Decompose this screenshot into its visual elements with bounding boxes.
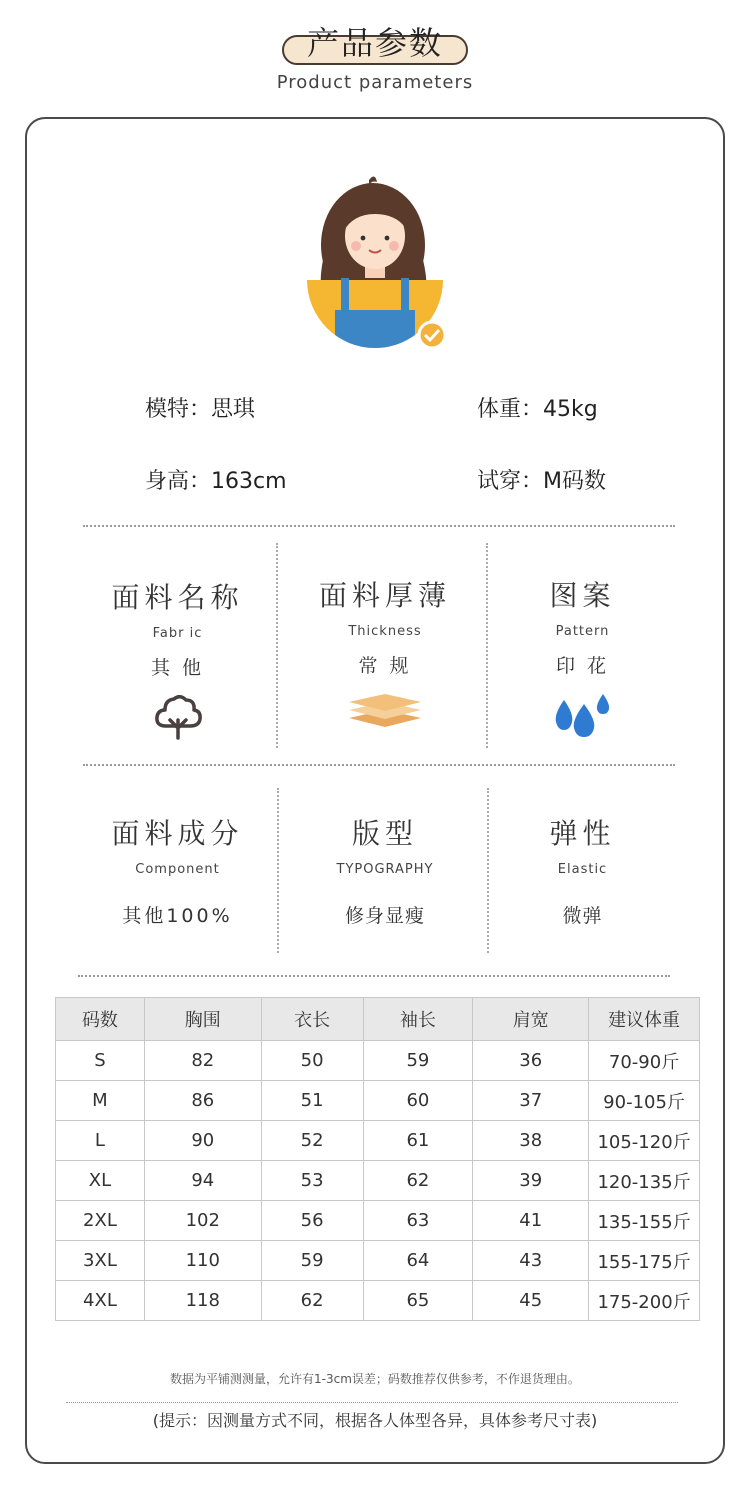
table-row: [56, 1281, 700, 1321]
col-header: 码数: [56, 998, 145, 1041]
table-cell: 63: [363, 1201, 473, 1241]
attr-value: 常 规: [358, 655, 412, 677]
model-name: 模特：思琪: [145, 397, 256, 422]
col-header: 建议体重: [589, 998, 700, 1041]
model-avatar: [305, 170, 450, 355]
attr-title: 图案: [549, 579, 616, 612]
table-cell: 60: [363, 1081, 473, 1121]
divider: [78, 975, 670, 977]
size-table: [55, 997, 700, 1321]
attr-thickness: [290, 574, 480, 730]
attr-title: 面料厚薄: [318, 579, 451, 612]
attr-value: 印 花: [555, 655, 610, 677]
divider: [83, 764, 675, 766]
page-subtitle: Product parameters: [276, 72, 474, 93]
column-divider: [276, 543, 278, 748]
table-row: [56, 1121, 700, 1161]
water-drops-icon: [552, 690, 614, 738]
column-divider: [486, 543, 488, 748]
attr-fit: [290, 812, 480, 928]
table-cell: 45: [473, 1281, 589, 1321]
table-cell: 37: [473, 1081, 589, 1121]
cotton-icon: [152, 692, 204, 742]
table-row: [56, 1081, 700, 1121]
table-cell: 39: [473, 1161, 589, 1201]
table-cell: 105-120斤: [589, 1121, 700, 1161]
table-cell: 56: [261, 1201, 363, 1241]
table-row: [56, 1041, 700, 1081]
attr-fabric: [85, 576, 270, 742]
table-cell: 62: [363, 1161, 473, 1201]
table-cell: M: [56, 1081, 145, 1121]
page-title: 产品参数: [306, 24, 443, 62]
model-weight: 体重：45kg: [477, 397, 598, 422]
attr-value: 微弹: [562, 905, 603, 927]
table-cell: 62: [261, 1281, 363, 1321]
table-cell: 53: [261, 1161, 363, 1201]
attr-title: 面料成分: [111, 817, 244, 850]
attr-en: Thickness: [348, 624, 422, 639]
attr-en: Fabr ic: [152, 626, 203, 641]
table-cell: 2XL: [56, 1201, 145, 1241]
attr-value: 修身显瘦: [344, 905, 425, 927]
column-divider: [277, 788, 279, 953]
model-height: 身高：163cm: [145, 469, 287, 494]
layers-icon: [347, 690, 423, 730]
table-cell: 94: [144, 1161, 261, 1201]
attr-title: 面料名称: [111, 581, 244, 614]
attr-title: 弹性: [549, 817, 616, 850]
table-cell: 118: [144, 1281, 261, 1321]
table-cell: 51: [261, 1081, 363, 1121]
attr-en: TYPOGRAPHY: [336, 862, 434, 877]
table-cell: S: [56, 1041, 145, 1081]
table-cell: 110: [144, 1241, 261, 1281]
table-cell: 64: [363, 1241, 473, 1281]
table-cell: 52: [261, 1121, 363, 1161]
table-cell: 135-155斤: [589, 1201, 700, 1241]
table-cell: 36: [473, 1041, 589, 1081]
table-cell: 175-200斤: [589, 1281, 700, 1321]
attr-title: 版型: [351, 817, 418, 850]
attr-en: Component: [135, 862, 220, 877]
table-cell: 70-90斤: [589, 1041, 700, 1081]
attr-value: 其 他: [150, 657, 205, 679]
table-cell: 155-175斤: [589, 1241, 700, 1281]
measurement-note: 数据为平铺测测量，允许有1-3cm误差；码数推荐仅供参考，不作退货理由。: [170, 1372, 580, 1386]
table-cell: 90: [144, 1121, 261, 1161]
attr-elastic: [495, 812, 670, 928]
table-row: [56, 1241, 700, 1281]
attr-component: [85, 812, 270, 928]
table-cell: 102: [144, 1201, 261, 1241]
table-cell: 43: [473, 1241, 589, 1281]
table-header-row: [56, 998, 700, 1041]
table-cell: L: [56, 1121, 145, 1161]
attr-value: 其他100%: [122, 905, 233, 927]
table-row: [56, 1161, 700, 1201]
table-cell: 82: [144, 1041, 261, 1081]
col-header: 袖长: [363, 998, 473, 1041]
col-header: 胸围: [144, 998, 261, 1041]
divider: [83, 525, 675, 527]
table-cell: 86: [144, 1081, 261, 1121]
attr-en: Elastic: [557, 862, 608, 877]
measurement-tip: (提示：因测量方式不同，根据各人体型各异，具体参考尺寸表): [152, 1411, 598, 1430]
table-cell: 50: [261, 1041, 363, 1081]
table-cell: 59: [363, 1041, 473, 1081]
model-try-size: 试穿：M码数: [477, 469, 606, 494]
table-cell: 120-135斤: [589, 1161, 700, 1201]
attr-pattern: [495, 574, 670, 738]
table-cell: XL: [56, 1161, 145, 1201]
table-cell: 38: [473, 1121, 589, 1161]
col-header: 衣长: [261, 998, 363, 1041]
table-row: [56, 1201, 700, 1241]
attr-en: Pattern: [555, 624, 610, 639]
table-cell: 41: [473, 1201, 589, 1241]
table-cell: 61: [363, 1121, 473, 1161]
table-cell: 59: [261, 1241, 363, 1281]
table-cell: 3XL: [56, 1241, 145, 1281]
table-cell: 65: [363, 1281, 473, 1321]
col-header: 肩宽: [473, 998, 589, 1041]
divider: [66, 1402, 678, 1403]
table-cell: 4XL: [56, 1281, 145, 1321]
table-cell: 90-105斤: [589, 1081, 700, 1121]
column-divider: [487, 788, 489, 953]
